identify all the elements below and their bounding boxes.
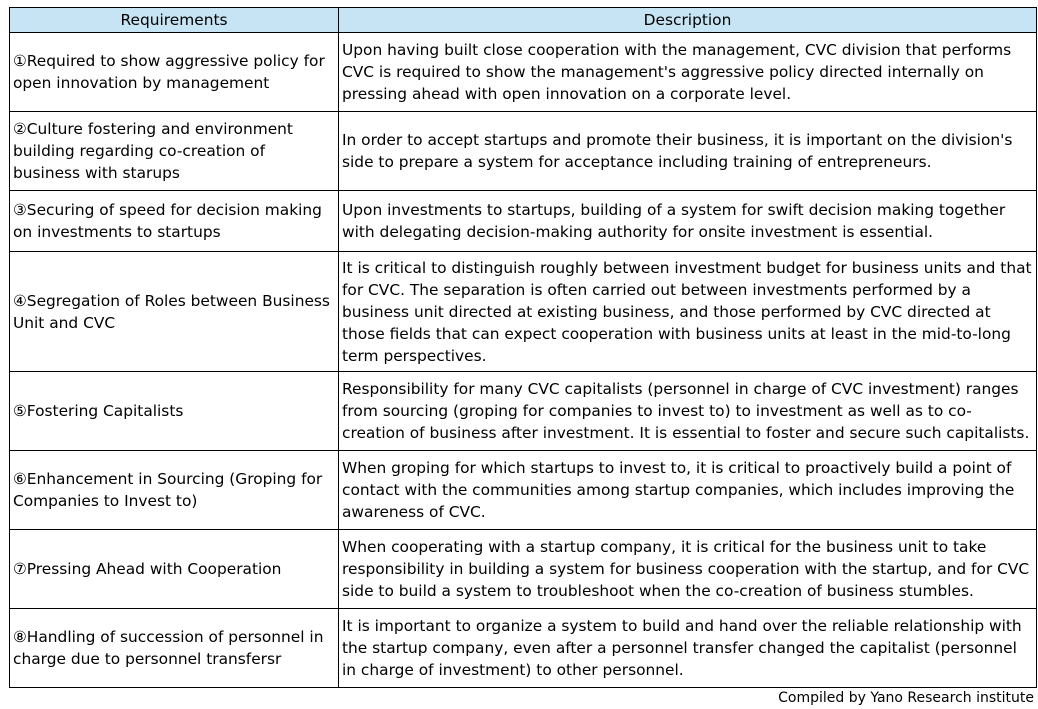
table-row <box>10 530 1037 609</box>
table-row <box>10 112 1037 191</box>
description-column-header: Description <box>339 8 1037 33</box>
description-cell: Upon investments to startups, building of a system for swift decision making together with delegating decision-making authority for onsite investment is essential. <box>339 191 1037 252</box>
requirement-cell: ⑤Fostering Capitalists <box>10 372 339 451</box>
table-row <box>10 33 1037 112</box>
requirement-cell: ⑥Enhancement in Sourcing (Groping for Companies to Invest to) <box>10 451 339 530</box>
table-header <box>10 8 1037 33</box>
requirement-cell: ②Culture fostering and environment building regarding co-creation of business with starups <box>10 112 339 191</box>
requirement-cell: ⑧Handling of succession of personnel in charge due to personnel transfersr <box>10 609 339 688</box>
description-cell: In order to accept startups and promote their business, it is important on the division's side to prepare a system for acceptance including training of entrepreneurs. <box>339 112 1037 191</box>
table-row <box>10 609 1037 688</box>
table-row <box>10 372 1037 451</box>
table-row <box>10 191 1037 252</box>
requirement-cell: ④Segregation of Roles between Business Unit and CVC <box>10 252 339 372</box>
requirement-cell: ③Securing of speed for decision making on investments to startups <box>10 191 339 252</box>
description-cell: When groping for which startups to invest to, it is critical to proactively build a point of contact with the communities among startup companies, which includes improving the awareness of CVC. <box>339 451 1037 530</box>
header-row <box>10 8 1037 33</box>
source-credit: Compiled by Yano Research institute <box>778 690 1034 706</box>
description-cell: It is important to organize a system to build and hand over the reliable relationship with the startup company, even after a personnel transfer changed the capitalist (personnel in charge of investment) to other personnel. <box>339 609 1037 688</box>
description-cell: Responsibility for many CVC capitalists (personnel in charge of CVC investment) ranges from sourcing (groping for companies to invest to) to investment as well as to co-creation of business after investment. It is essential to foster and secure such capitalists. <box>339 372 1037 451</box>
description-cell: When cooperating with a startup company, it is critical for the business unit to take responsibility in building a system for business cooperation with the startup, and for CVC side to build a system to troubleshoot when the co-creation of business stumbles. <box>339 530 1037 609</box>
description-cell: It is critical to distinguish roughly between investment budget for business units and that for CVC. The separation is often carried out between investments performed by a business unit directed at existing business, and those performed by CVC directed at those fields that can expect cooperation with business units at least in the mid-to-long term perspectives. <box>339 252 1037 372</box>
table-row <box>10 451 1037 530</box>
table-row <box>10 252 1037 372</box>
table-body <box>10 33 1037 688</box>
requirement-cell: ⑦Pressing Ahead with Cooperation <box>10 530 339 609</box>
requirements-table <box>9 7 1037 688</box>
requirement-cell: ①Required to show aggressive policy for open innovation by management <box>10 33 339 112</box>
description-cell: Upon having built close cooperation with the management, CVC division that performs CVC is required to show the management's aggressive policy directed internally on pressing ahead with open innovation on a corporate level. <box>339 33 1037 112</box>
requirements-column-header: Requirements <box>10 8 339 33</box>
